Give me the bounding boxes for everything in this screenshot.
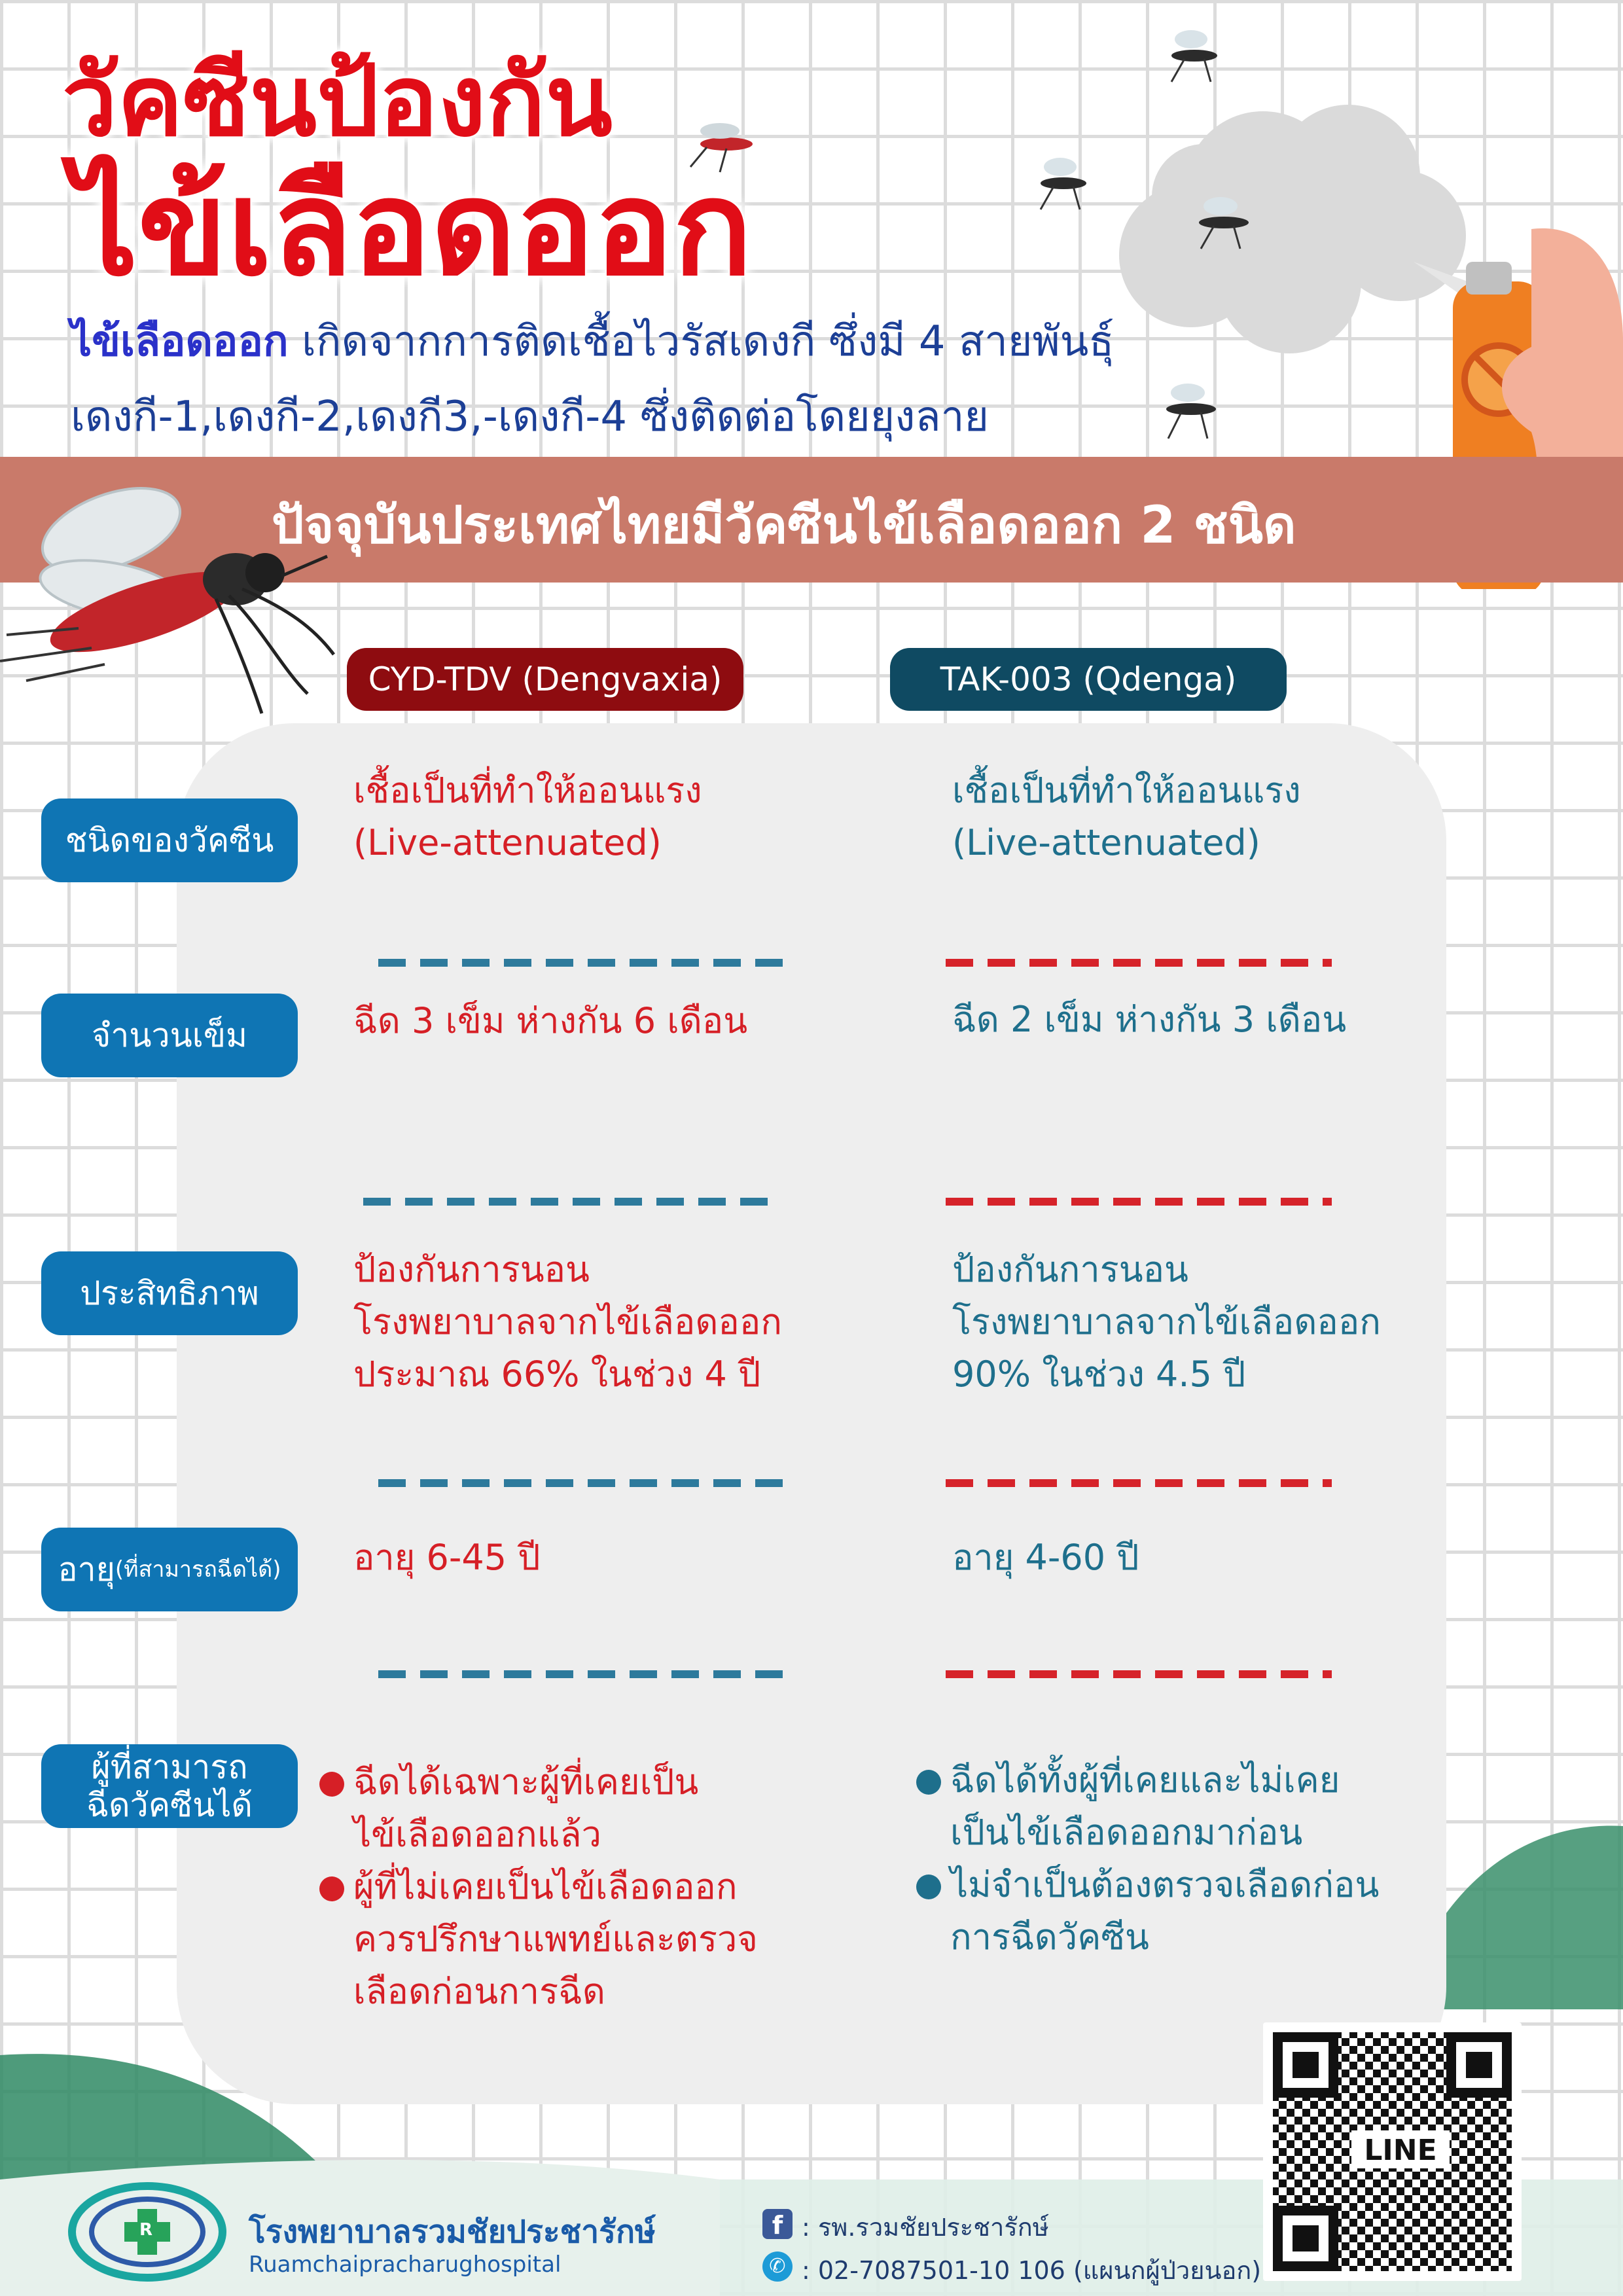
label-age-small: (ที่สามารถฉีดได้) (115, 1556, 281, 1583)
smoke-cloud (1119, 105, 1466, 353)
facebook-page[interactable]: : รพ.รวมชัยประชารักษ์ (802, 2213, 1049, 2242)
left-efficacy-line: โรงพยาบาลจากไข้เลือดออก (353, 1301, 782, 1342)
bullet-text: ผู้ที่ไม่เคยเป็นไข้เลือดออก (353, 1866, 738, 1907)
title-line-2: ไข้เลือดออก (72, 152, 753, 305)
hospital-name-th: โรงพยาบาลรวมชัยประชารักษ์ (249, 2214, 656, 2250)
label-efficacy: ประสิทธิภาพ (41, 1251, 298, 1335)
label-eligible-line: ฉีดวัคซีนได้ (86, 1786, 253, 1824)
right-vaccine-type-line: เชื้อเป็นที่ทำให้ออนแรง (952, 770, 1301, 811)
right-eligible-bullet-2 (916, 1859, 1379, 1911)
divider-red (946, 1198, 1332, 1206)
label-doses: จำนวนเข็ม (41, 994, 298, 1077)
divider-blue (378, 1670, 797, 1678)
left-efficacy-line: ประมาณ 66% ในช่วง 4 ปี (353, 1354, 761, 1395)
bullet-text: ฉีดได้เฉพาะผู้ที่เคยเป็น (353, 1761, 699, 1803)
phone-number[interactable]: : 02-7087501-10 106 (แผนกผู้ป่วยนอก) (802, 2256, 1262, 2285)
right-efficacy-line: โรงพยาบาลจากไข้เลือดออก (952, 1301, 1381, 1342)
left-vaccine-type (353, 764, 702, 869)
intro-line-1 (71, 308, 1114, 374)
right-doses: ฉีด 2 เข็ม ห่างกัน 3 เดือน (952, 999, 1347, 1040)
phone-icon[interactable]: ✆ (762, 2251, 793, 2282)
hospital-name-en: Ruamchaipracharughospital (249, 2251, 562, 2278)
intro-line-2: เดงกี-1,เดงกี-2,เดงกี3,-เดงกี-4 ซึ่งติดต่อโดยยุงลาย (71, 393, 990, 441)
mosquito-icon (1152, 370, 1230, 442)
label-eligible-line: ผู้ที่สามารถ (91, 1748, 248, 1786)
banner-title: ปัจจุบันประเทศไทยมีวัคซีนไข้เลือดออก 2 ชนิด (272, 496, 1296, 555)
bullet-icon (916, 1874, 941, 1899)
left-vaccine-type-line: (Live-attenuated) (353, 822, 662, 863)
qr-code[interactable] (1263, 2022, 1522, 2281)
divider-blue (363, 1198, 782, 1206)
bullet-text: ฉีดได้ทั้งผู้ที่เคยและไม่เคย (950, 1759, 1340, 1801)
divider-blue (378, 1479, 797, 1487)
left-doses: ฉีด 3 เข็ม ห่างกัน 6 เดือน (353, 1000, 748, 1041)
column-header-dengvaxia: CYD-TDV (Dengvaxia) (347, 648, 743, 711)
bullet-text: เป็นไข้เลือดออกมาก่อน (950, 1812, 1303, 1853)
right-efficacy-line: 90% ในช่วง 4.5 ปี (952, 1354, 1246, 1395)
bullet-text: การฉีดวัคซีน (950, 1916, 1149, 1958)
divider-red (946, 1670, 1332, 1678)
left-age: อายุ 6-45 ปี (353, 1537, 541, 1578)
bullet-text: ควรปรึกษาแพทย์และตรวจ (353, 1918, 758, 1960)
label-eligible (41, 1744, 298, 1828)
bullet-icon (916, 1770, 941, 1795)
mosquito-icon (1158, 20, 1230, 85)
label-age (41, 1528, 298, 1611)
mosquito-icon (1185, 187, 1263, 252)
divider-blue (378, 959, 797, 967)
logo-letter: R (139, 2220, 153, 2240)
mosquito-icon (1027, 147, 1099, 213)
divider-red (946, 959, 1332, 967)
left-eligible-bullet-2 (319, 1861, 758, 1913)
divider-red (946, 1479, 1332, 1487)
label-vaccine-type: ชนิดของวัคซีน (41, 798, 298, 882)
right-efficacy-line: ป้องกันการนอน (952, 1249, 1188, 1290)
bullet-text: เลือดก่อนการฉีด (353, 1971, 605, 2012)
qr-line-label: LINE (1364, 2134, 1437, 2167)
right-vaccine-type (952, 764, 1301, 869)
label-age-main: อายุ (58, 1551, 115, 1588)
right-age: อายุ 4-60 ปี (952, 1537, 1139, 1578)
bullet-icon (319, 1876, 344, 1901)
intro-bold: ไข้เลือดออก (71, 317, 289, 366)
bullet-text: ไข้เลือดออกแล้ว (353, 1814, 601, 1855)
right-eligible (916, 1754, 1379, 1964)
right-vaccine-type-line: (Live-attenuated) (952, 822, 1260, 863)
column-header-qdenga: TAK-003 (Qdenga) (890, 648, 1287, 711)
facebook-icon[interactable]: f (762, 2209, 793, 2239)
intro-line-1-rest: เกิดจากการติดเชื้อไวรัสเดงกี ซึ่งมี 4 สายพันธุ์ (288, 317, 1115, 366)
bullet-icon (319, 1772, 344, 1797)
left-eligible (319, 1756, 758, 2018)
right-efficacy (952, 1244, 1381, 1401)
big-mosquito-icon (0, 458, 340, 720)
bullet-text: ไม่จำเป็นต้องตรวจเลือดก่อน (950, 1864, 1380, 1905)
left-efficacy-line: ป้องกันการนอน (353, 1249, 590, 1290)
left-vaccine-type-line: เชื้อเป็นที่ทำให้ออนแรง (353, 770, 702, 811)
right-eligible-bullet-1 (916, 1754, 1379, 1806)
hospital-logo-icon (62, 2170, 245, 2287)
left-efficacy (353, 1244, 782, 1401)
left-eligible-bullet-1 (319, 1756, 758, 1808)
title-line-1: วัคซีนป้องกัน (62, 45, 613, 158)
